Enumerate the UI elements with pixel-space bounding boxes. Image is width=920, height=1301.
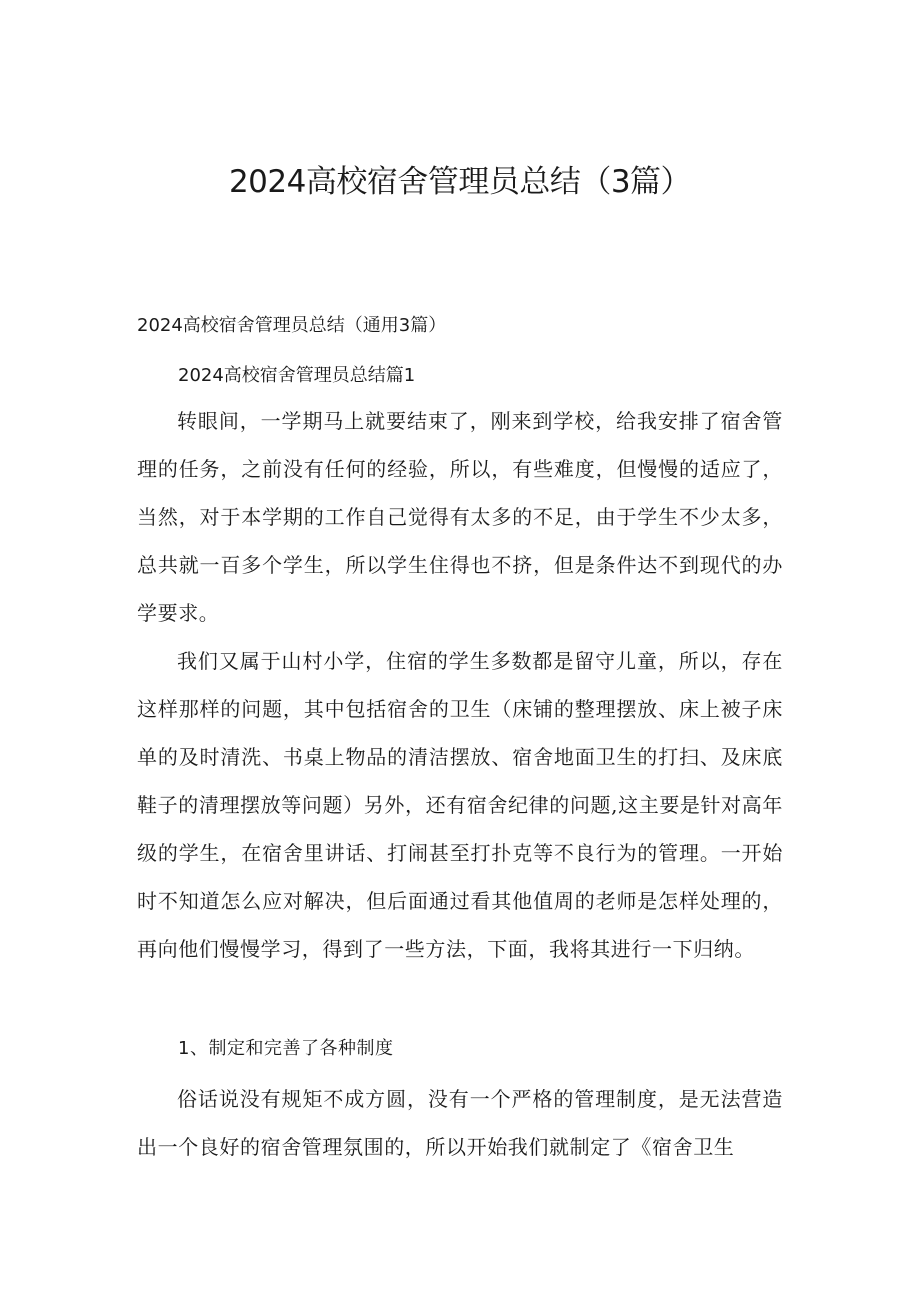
paragraph-1: 转眼间，一学期马上就要结束了，刚来到学校，给我安排了宿舍管理的任务，之前没有任何的经验，所以，有些难度，但慢慢的适应了，当然，对于本学期的工作自己觉得有太多的不足，由于学生不少太多，总共就一百多个学生，所以学生住得也不挤，但是条件达不到现代的办学要求。 — [137, 409, 783, 625]
paragraph-3: 俗话说没有规矩不成方圆，没有一个严格的管理制度，是无法营造出一个良好的宿舍管理氛围的，所以开始我们就制定了《宿舍卫生 — [137, 1087, 783, 1159]
document-subtitle: 2024高校宿舍管理员总结（通用3篇） — [137, 315, 447, 336]
section-heading: 2024高校宿舍管理员总结篇1 — [178, 365, 416, 386]
item-heading-1: 1、制定和完善了各种制度 — [178, 1038, 394, 1059]
document-title: 2024高校宿舍管理员总结（3篇） — [228, 164, 692, 200]
paragraph-2: 我们又属于山村小学，住宿的学生多数都是留守儿童，所以，存在这样那样的问题，其中包括宿舍的卫生（床铺的整理摆放、床上被子床单的及时清洗、书桌上物品的清洁摆放、宿舍地面卫生的打扫、及床底鞋子的清理摆放等问题）另外，还有宿舍纪律的问题,这主要是针对高年级的学生，在宿舍里讲话、打闹甚至打扑克等不良行为的管理。一开始时不知道怎么应对解决，但后面通过看其他值周的老师是怎样处理的，再向他们慢慢学习，得到了一些方法，下面，我将其进行一下归纳。 — [137, 649, 783, 961]
